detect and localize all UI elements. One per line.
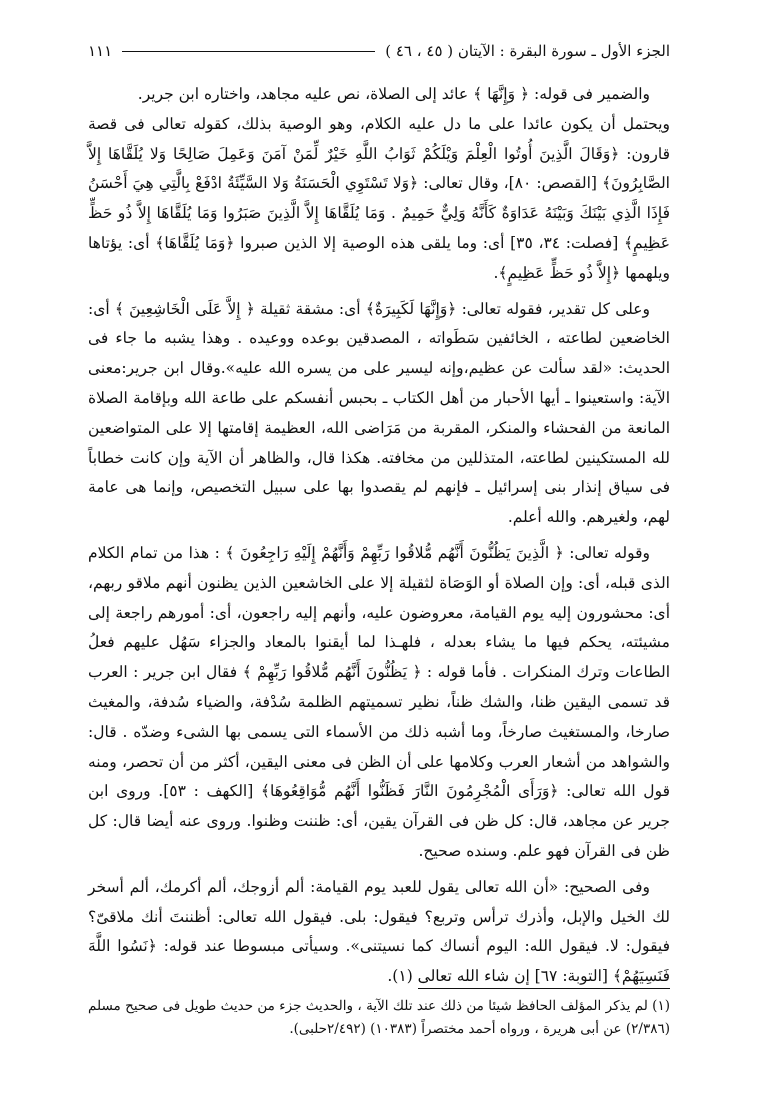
footnote-1: (١) لم يذكر المؤلف الحافظ شيئا من ذلك عند تلك الآية ، والحديث جزء من حديث طويل فى صحيح مسلم (٢/٣٨٦) عن أبى هريرة ، ورواه أحمد مختصراً (١٠٣٨٣) (٢/٤٩٢حلبى). [88, 998, 670, 1037]
paragraph-3: وعلى كل تقدير، فقوله تعالى: ﴿وَإِنَّهَا لَكَبِيرَةٌ﴾ أى: مشقة ثقيلة ﴿ إِلاَّ عَلَى الْخَاشِعِينَ ﴾ أى: الخاضعين لطاعته ، الخائفين سَطَواته ، المصدقين بوعده ووعيده . وهذا يشبه ما جاء فى الحديث: «لقد سألت عن عظيم،وإنه ليسير على من يسره الله عليه».وقال ابن جرير:معنى الآية: واستعينوا ـ أيها الأحبار من أهل الكتاب ـ بحبس أنفسكم على طاعة الله وبإقامة الصلاة المانعة من الفحشاء والمنكر، المقربة من مَرَاضى الله، العظيمة إقامتها إلا على المتواضعين لله المستكينين لطاعته، المتذللين من مخافته. هكذا قال، والظاهر أن الآية وإن كانت خطاباً فى سياق إنذار بنى إسرائيل ـ فإنهم لم يقصدوا بها على سبيل التخصيص، وإنما هى عامة لهم، ولغيرهم. والله أعلم. [88, 299, 670, 527]
running-title: الجزء الأول ـ سورة البقرة : الآيتان ( ٤٥ ، ٤٦ ) [385, 42, 670, 60]
paragraph-1: والضمير فى قوله: ﴿ وَإِنَّهَا ﴾ عائد إلى الصلاة، نص عليه مجاهد، واختاره ابن جرير. [137, 85, 650, 103]
page-number: ١١١ [88, 42, 113, 60]
paragraph-5: وفى الصحيح: «أن الله تعالى يقول للعبد يوم القيامة: ألم أزوجك، ألم أكرمك، ألم أسخر لك الخيل والإبل، وأذرك ترأس وتربع؟ فيقول: بلى. فيقول الله تعالى: أظننتَ أنك ملاقىّ؟ فيقول: لا. فيقول الله: اليوم أنساك كما نسيتنى». وسيأتى مبسوطا عند قوله: ﴿نَسُوا اللَّهَ فَنَسِيَهُمْ﴾ [التوبة: ٦٧] إن شاء الله تعالى (١). [88, 877, 670, 986]
running-header [88, 38, 670, 64]
page-body [88, 80, 670, 992]
footnotes [88, 988, 670, 1041]
header-rule [122, 51, 375, 52]
footnote-rule [418, 988, 670, 989]
paragraph-4: وقوله تعالى: ﴿ الَّذِينَ يَظُنُّونَ أَنَّهُم مُّلاقُوا رَبِّهِمْ وَأَنَّهُمْ إِلَيْهِ رَاجِعُونَ ﴾ : هذا من تمام الكلام الذى قبله، أى: وإن الصلاة أو الوَصَاة لثقيلة إلا على الخاشعين الذين يظنون أنهم ملاقو ربهم، أى: محشورون إليه يوم القيامة، معروضون عليه، وأنهم إليه راجعون، أى: أمورهم راجعة إلى مشيئته، يحكم فيها ما يشاء بعدله ، فلهـذا لما أيقنوا بالمعاد والجزاء سَهُل عليهم فعلُ الطاعات وترك المنكرات . فأما قوله : ﴿ يَظُنُّونَ أَنَّهُم مُّلاقُوا رَبِّهِمْ ﴾ فقال ابن جرير : العرب قد تسمى اليقين ظنا، والشك ظناً، نظير تسميتهم الظلمة سُدْفة، والضياء سُدفة، والمغيث صارخا، والمستغيث صارخاً، وما أشبه ذلك من الأسماء التى يسمى بها الشىء وضدّه . قال: والشواهد من أشعار العرب وكلامها على أن الظن فى معنى اليقين، أكثر من أن تحصر، ومنه قول الله تعالى: ﴿وَرَأَى الْمُجْرِمُونَ النَّارَ فَظَنُّوا أَنَّهُم مُّوَاقِعُوهَا﴾ [الكهف : ٥٣]. وروى ابن جرير عن مجاهد، قال: كل ظن فى القرآن يقين، أى: ظننت وظنوا. وروى عنه أيضا قال: كل ظن فى القرآن فهو علم. وسنده صحيح. [88, 543, 670, 860]
paragraph-2: ويحتمل أن يكون عائدا على ما دل عليه الكلام، وهو الوصية بذلك، كقوله تعالى فى قصة قارون: ﴿وَقَالَ الَّذِينَ أُوتُوا الْعِلْمَ وَيْلَكُمْ ثَوَابُ اللَّهِ خَيْرٌ لِّمَنْ آمَنَ وَعَمِلَ صَالِحًا وَلا يُلَقَّاهَا إِلاَّ الصَّابِرُونَ﴾ [القصص: ٨٠]، وقال تعالى: ﴿وَلا تَسْتَوِي الْحَسَنَةُ وَلا السَّيِّئَةُ ادْفَعْ بِالَّتِي هِيَ أَحْسَنُ فَإِذَا الَّذِي بَيْنَكَ وَبَيْنَهُ عَدَاوَةٌ كَأَنَّهُ وَلِيٌّ حَمِيمٌ . وَمَا يُلَقَّاهَا إِلاَّ الَّذِينَ صَبَرُوا وَمَا يُلَقَّاهَا إِلاَّ ذُو حَظٍّ عَظِيمٍ﴾ [فصلت: ٣٤، ٣٥] أى: وما يلقى هذه الوصية إلا الذين صبروا ﴿وَمَا يُلَقَّاهَا﴾ أى: يؤتاها ويلهمها ﴿إِلاَّ ذُو حَظٍّ عَظِيمٍ﴾. [88, 114, 670, 282]
